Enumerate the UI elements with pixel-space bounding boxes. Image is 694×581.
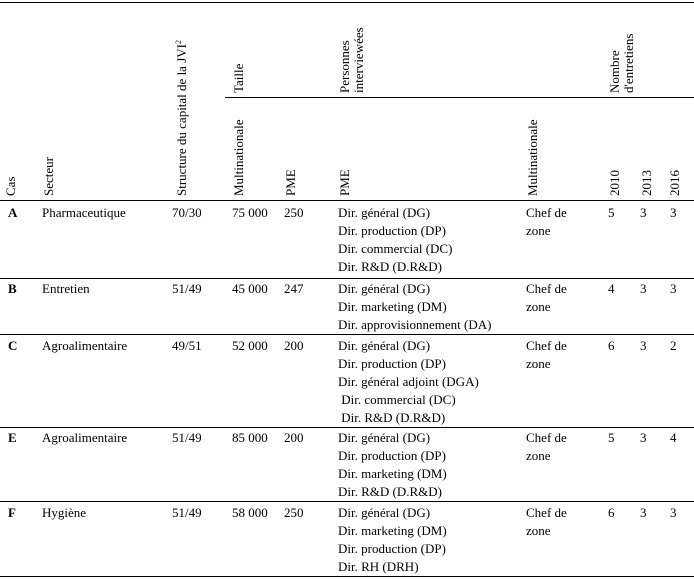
cell-2010: 5 xyxy=(608,430,615,445)
cell-secteur: Entretien xyxy=(42,281,90,296)
person-item: Dir. commercial (DC) xyxy=(338,241,453,256)
person-item: Dir. marketing (DM) xyxy=(338,523,447,538)
cell-personnes-pme xyxy=(338,504,447,576)
header-bottom-rule xyxy=(0,200,694,201)
cell-structure: 70/30 xyxy=(172,205,202,220)
cell-structure: 49/51 xyxy=(172,338,202,353)
cell-cas: E xyxy=(8,430,17,445)
person-item: Dir. général (DG) xyxy=(338,205,431,220)
cell-taille-multinationale: 45 000 xyxy=(232,281,268,296)
multi-line: zone xyxy=(526,299,551,314)
header-personnes xyxy=(338,27,366,93)
person-item: Dir. commercial (DC) xyxy=(338,392,456,407)
cell-secteur: Agroalimentaire xyxy=(42,338,128,353)
multi-line: zone xyxy=(526,356,551,371)
header-group-rule xyxy=(225,97,694,98)
multi-line: zone xyxy=(526,448,551,463)
header-year-2016: 2016 xyxy=(667,170,682,196)
person-item: Dir. R&D (D.R&D) xyxy=(338,259,442,274)
cell-personnes-pme xyxy=(338,204,452,276)
cell-taille-multinationale: 58 000 xyxy=(232,505,268,520)
person-item: Dir. production (DP) xyxy=(338,541,446,556)
multi-line: zone xyxy=(526,523,551,538)
cell-cas: B xyxy=(8,281,17,296)
cell-taille-pme: 250 xyxy=(284,205,304,220)
header-entretiens xyxy=(608,34,636,93)
row-divider xyxy=(0,427,694,428)
cell-personnes-multinationale xyxy=(526,504,567,540)
cell-taille-pme: 247 xyxy=(284,281,304,296)
cell-personnes-multinationale xyxy=(526,337,567,373)
cell-taille-multinationale: 52 000 xyxy=(232,338,268,353)
multi-line: zone xyxy=(526,223,551,238)
header-taille: Taille xyxy=(231,63,246,93)
row-divider xyxy=(0,334,694,335)
person-item: Dir. R&D (D.R&D) xyxy=(338,410,446,425)
header-taille-pme: PME xyxy=(283,169,298,196)
cell-2010: 4 xyxy=(608,281,615,296)
table-top-rule xyxy=(0,2,694,3)
header-cas: Cas xyxy=(3,176,18,196)
person-item: Dir. production (DP) xyxy=(338,223,446,238)
header-structure-footnote: 2 xyxy=(174,40,183,45)
cell-taille-multinationale: 75 000 xyxy=(232,205,268,220)
header-taille-multinationale: Multinationale xyxy=(231,119,246,196)
cell-secteur: Hygiène xyxy=(42,505,87,520)
person-item: Dir. général (DG) xyxy=(338,505,431,520)
cell-2010: 5 xyxy=(608,205,615,220)
multi-line: Chef de xyxy=(526,281,567,296)
cell-personnes-multinationale xyxy=(526,204,567,240)
header-personnes-pme: PME xyxy=(337,169,352,196)
cell-structure: 51/49 xyxy=(172,505,202,520)
person-item: Dir. production (DP) xyxy=(338,448,446,463)
cell-taille-pme: 250 xyxy=(284,505,304,520)
cell-taille-pme: 200 xyxy=(284,430,304,445)
cell-cas: C xyxy=(8,338,18,353)
person-item: Dir. général adjoint (DGA) xyxy=(338,374,479,389)
cell-cas: F xyxy=(8,505,16,520)
multi-line: Chef de xyxy=(526,338,567,353)
header-structure xyxy=(172,40,189,196)
cell-taille-pme: 200 xyxy=(284,338,304,353)
cell-2013: 3 xyxy=(640,505,647,520)
person-item: Dir. général (DG) xyxy=(338,281,431,296)
person-item: Dir. RH (DRH) xyxy=(338,559,419,574)
header-year-2010: 2010 xyxy=(607,170,622,196)
header-secteur: Secteur xyxy=(41,157,56,196)
cell-2013: 3 xyxy=(640,430,647,445)
cell-2016: 2 xyxy=(670,338,677,353)
cell-taille-multinationale: 85 000 xyxy=(232,430,268,445)
cell-2013: 3 xyxy=(640,281,647,296)
cell-2016: 3 xyxy=(670,281,677,296)
cell-structure: 51/49 xyxy=(172,430,202,445)
multi-line: Chef de xyxy=(526,430,567,445)
cell-personnes-multinationale xyxy=(526,280,567,316)
header-entretiens-line1: Nombre xyxy=(607,50,622,93)
cell-2016: 3 xyxy=(670,505,677,520)
cell-2016: 3 xyxy=(670,205,677,220)
cell-personnes-pme xyxy=(338,429,447,501)
person-item: Dir. marketing (DM) xyxy=(338,299,447,314)
person-item: Dir. général (DG) xyxy=(338,338,431,353)
cell-personnes-pme xyxy=(338,280,491,334)
cell-2016: 4 xyxy=(670,430,677,445)
person-item: Dir. production (DP) xyxy=(338,356,446,371)
cell-2010: 6 xyxy=(608,338,615,353)
person-item: Dir. R&D (D.R&D) xyxy=(338,484,442,499)
header-structure-label: Structure du capital de la JVI xyxy=(174,44,189,196)
table-bottom-rule xyxy=(0,576,694,577)
person-item: Dir. marketing (DM) xyxy=(338,466,447,481)
cell-secteur: Agroalimentaire xyxy=(42,430,128,445)
row-divider xyxy=(0,278,694,279)
header-entretiens-line2: d'entretiens xyxy=(621,33,636,93)
header-personnes-line1: Personnes xyxy=(337,40,352,93)
cell-personnes-multinationale xyxy=(526,429,567,465)
cell-2013: 3 xyxy=(640,205,647,220)
cell-structure: 51/49 xyxy=(172,281,202,296)
cell-2010: 6 xyxy=(608,505,615,520)
header-personnes-multinationale: Multinationale xyxy=(525,119,540,196)
cell-cas: A xyxy=(8,205,18,220)
person-item: Dir. général (DG) xyxy=(338,430,431,445)
cell-2013: 3 xyxy=(640,338,647,353)
row-divider xyxy=(0,501,694,502)
header-personnes-line2: interviewées xyxy=(351,27,366,93)
person-item: Dir. approvisionnement (DA) xyxy=(338,317,492,332)
cell-secteur: Pharmaceutique xyxy=(42,205,126,220)
multi-line: Chef de xyxy=(526,505,567,520)
header-year-2013: 2013 xyxy=(639,170,654,196)
cell-personnes-pme xyxy=(338,337,479,427)
multi-line: Chef de xyxy=(526,205,567,220)
